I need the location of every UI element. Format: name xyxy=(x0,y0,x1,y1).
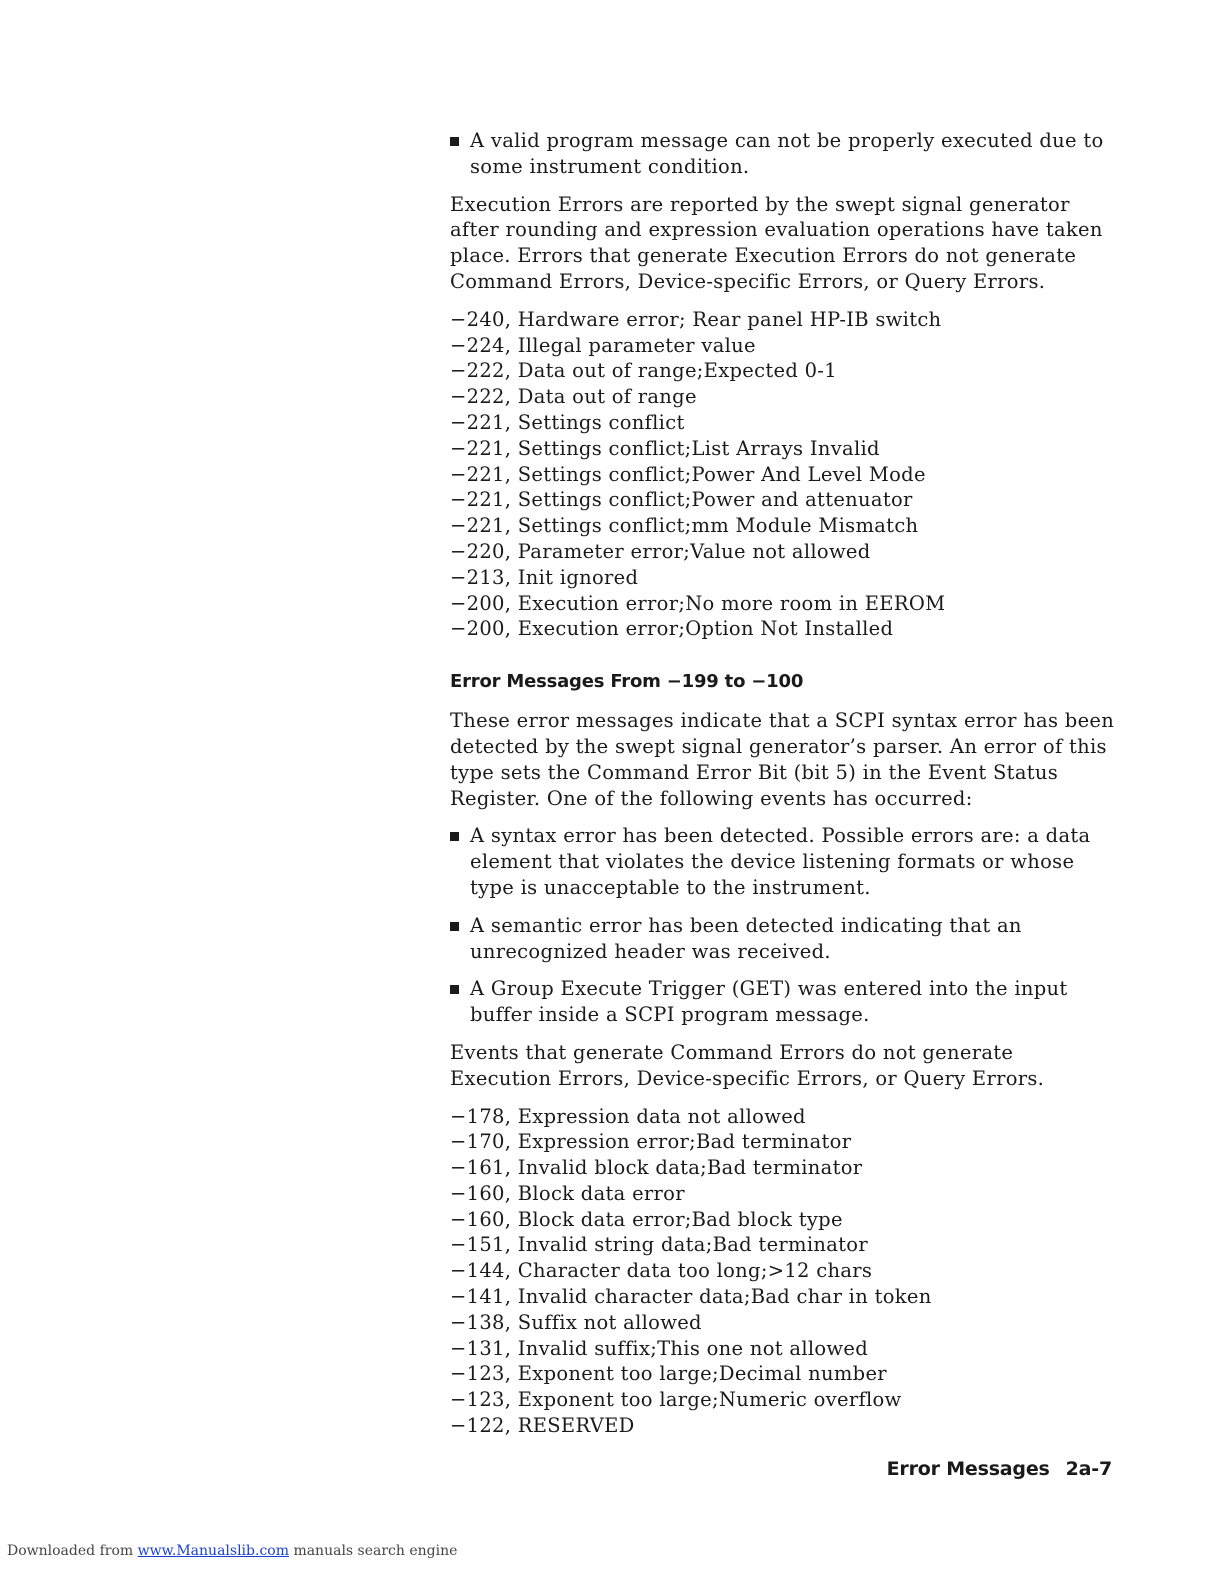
footer-section-title: Error Messages xyxy=(886,1458,1050,1480)
error-list-item: −240, Hardware error; Rear panel HP-IB switch xyxy=(450,307,942,331)
bullet-text: A Group Execute Trigger (GET) was entered into the input buffer inside a SCPI program message. xyxy=(470,977,1068,1027)
bullet-square-icon xyxy=(450,922,459,931)
bullet-square-icon xyxy=(450,137,459,146)
error-list-item: −138, Suffix not allowed xyxy=(450,1310,702,1334)
download-banner xyxy=(7,1543,457,1559)
error-list-item: −221, Settings conflict;Power and attenuator xyxy=(450,488,913,512)
bullet-text: A valid program message can not be properly executed due to some instrument condition. xyxy=(470,129,1104,178)
command-errors-paragraph: Events that generate Command Errors do not generate Execution Errors, Device-specific Errors, or Query Errors. xyxy=(450,1040,1045,1090)
page-number: 2a-7 xyxy=(1065,1458,1112,1480)
command-error-list xyxy=(450,1104,1115,1439)
error-list-item: −144, Character data too long;>12 chars xyxy=(450,1259,873,1283)
error-list-item: −221, Settings conflict xyxy=(450,410,685,434)
error-list-item: −151, Invalid string data;Bad terminator xyxy=(450,1233,868,1257)
error-list-item: −222, Data out of range;Expected 0-1 xyxy=(450,359,837,383)
bullet-item xyxy=(450,913,1115,965)
error-list-item: −141, Invalid character data;Bad char in token xyxy=(450,1285,932,1309)
error-list-item: −122, RESERVED xyxy=(450,1414,635,1438)
error-list-item: −221, Settings conflict;mm Module Mismatch xyxy=(450,514,919,538)
bullet-item xyxy=(450,128,1115,180)
error-list-item: −123, Exponent too large;Numeric overflow xyxy=(450,1388,902,1412)
bullet-item xyxy=(450,823,1115,900)
bullet-text: A syntax error has been detected. Possible errors are: a data element that violates the device listening formats or whose type is unacceptable to the instrument. xyxy=(470,824,1091,899)
section-heading: Error Messages From −199 to −100 xyxy=(450,671,804,693)
bullet-square-icon xyxy=(450,832,459,841)
error-list-item: −161, Invalid block data;Bad terminator xyxy=(450,1156,863,1180)
error-list-item: −160, Block data error xyxy=(450,1181,685,1205)
error-list-item: −123, Exponent too large;Decimal number xyxy=(450,1362,887,1386)
error-list-item: −213, Init ignored xyxy=(450,565,639,589)
download-suffix: manuals search engine xyxy=(293,1543,458,1559)
execution-errors-paragraph: Execution Errors are reported by the swept signal generator after rounding and expression evaluation operations have taken place. Errors that generate Execution Errors do not generate Command Errors, Device-specific Errors, or Query Errors. xyxy=(450,192,1103,293)
error-list-item: −178, Expression data not allowed xyxy=(450,1104,806,1128)
command-errors-intro: These error messages indicate that a SCPI syntax error has been detected by the swept signal generator’s parser. An error of this type sets the Command Error Bit (bit 5) in the Event Status Register. One of the following events has occurred: xyxy=(450,709,1115,810)
error-list-item: −221, Settings conflict;List Arrays Invalid xyxy=(450,436,880,460)
download-prefix: Downloaded from xyxy=(7,1543,134,1559)
error-list-item: −200, Execution error;Option Not Installed xyxy=(450,617,894,641)
manualslib-link[interactable]: www.Manualslib.com xyxy=(137,1543,289,1559)
error-list-item: −131, Invalid suffix;This one not allowed xyxy=(450,1336,869,1360)
error-list-item: −160, Block data error;Bad block type xyxy=(450,1207,843,1231)
error-list-item: −224, Illegal parameter value xyxy=(450,333,756,357)
error-list-item: −200, Execution error;No more room in EEROM xyxy=(450,591,946,615)
page-content xyxy=(450,128,1115,1451)
error-list-item: −170, Expression error;Bad terminator xyxy=(450,1130,852,1154)
bullet-item xyxy=(450,976,1115,1028)
error-list-item: −222, Data out of range xyxy=(450,385,697,409)
execution-error-list xyxy=(450,307,1115,642)
error-list-item: −220, Parameter error;Value not allowed xyxy=(450,539,871,563)
error-list-item: −221, Settings conflict;Power And Level Mode xyxy=(450,462,926,486)
bullet-text: A semantic error has been detected indicating that an unrecognized header was received. xyxy=(470,913,1022,963)
page-footer xyxy=(887,1458,1112,1480)
bullet-square-icon xyxy=(450,985,459,994)
